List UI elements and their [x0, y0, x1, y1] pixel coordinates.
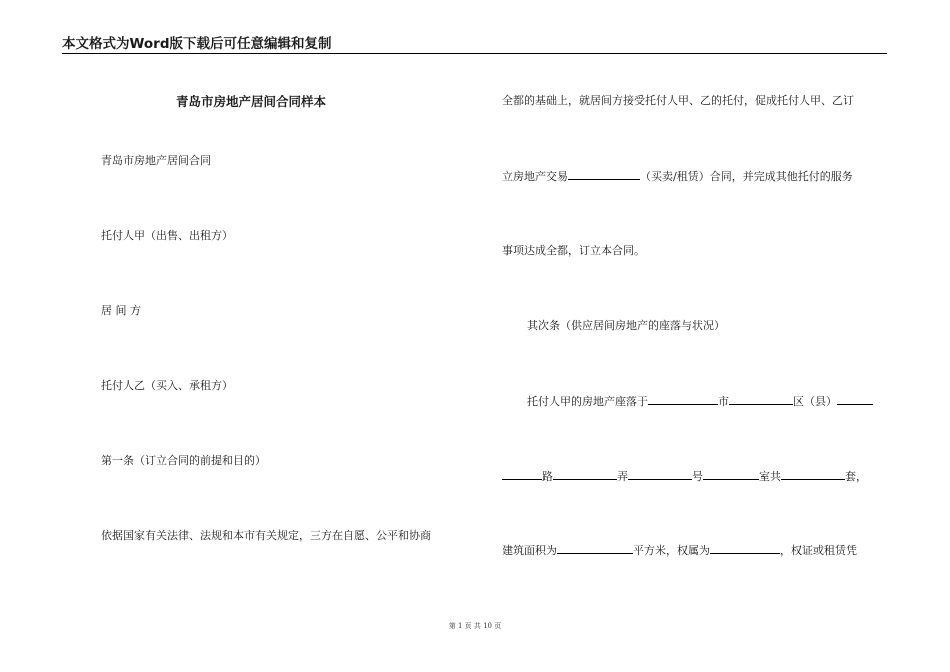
party-a-line: 托付人甲（出售、出租方）: [101, 229, 233, 242]
body-paragraph-line: 事项达成全都，订立本合同。: [502, 244, 645, 257]
district-blank[interactable]: [729, 394, 793, 405]
text-segment: 区（县）: [793, 395, 837, 408]
ownership-blank[interactable]: [710, 543, 780, 554]
text-segment: 托付人甲的房地产座落于: [527, 395, 648, 408]
text-segment: 号: [692, 470, 703, 483]
text-segment: 立房地产交易: [502, 170, 568, 183]
property-location-line: [527, 394, 873, 409]
text-segment: 平方米，权属为: [633, 544, 710, 557]
county-blank[interactable]: [837, 394, 873, 405]
property-address-line: [502, 469, 867, 484]
intermediary-line: 居 间 方: [101, 304, 141, 317]
road-blank[interactable]: [502, 469, 542, 480]
contract-name-line: 青岛市房地产居间合同: [101, 154, 211, 167]
area-blank[interactable]: [557, 543, 633, 554]
body-paragraph-line: 依据国家有关法律、法规和本市有关规定，三方在自愿、公平和协商: [101, 529, 431, 542]
page-number: 第 1 页 共 10 页: [448, 622, 502, 630]
document-header: 本文格式为Word版下载后可任意编辑和复制: [62, 36, 332, 52]
text-segment: 建筑面积为: [502, 544, 557, 557]
header-divider: [62, 53, 887, 54]
lane-blank[interactable]: [553, 469, 617, 480]
article-two-heading: 其次条（供应居间房地产的座落与状况）: [527, 319, 725, 332]
text-segment: ，权证或租赁凭: [780, 544, 857, 557]
party-b-line: 托付人乙（买入、承租方）: [101, 379, 233, 392]
body-paragraph-line: [502, 169, 853, 184]
room-blank[interactable]: [703, 469, 759, 480]
text-segment: 弄: [617, 470, 628, 483]
city-blank[interactable]: [648, 394, 718, 405]
text-segment: 市: [718, 395, 729, 408]
text-segment: 套，: [845, 470, 867, 483]
text-segment: （买卖/租赁）合同，并完成其他托付的服务: [640, 170, 853, 183]
body-paragraph-line: 全都的基础上，就居间方接受托付人甲、乙的托付，促成托付人甲、乙订: [502, 94, 854, 107]
fill-blank[interactable]: [568, 169, 640, 180]
property-area-line: [502, 543, 857, 558]
number-blank[interactable]: [628, 469, 692, 480]
text-segment: 路: [542, 470, 553, 483]
unit-count-blank[interactable]: [781, 469, 845, 480]
text-segment: 室共: [759, 470, 781, 483]
document-title: 青岛市房地产居间合同样本: [176, 94, 327, 109]
article-one-heading: 第一条（订立合同的前提和目的）: [101, 454, 266, 467]
